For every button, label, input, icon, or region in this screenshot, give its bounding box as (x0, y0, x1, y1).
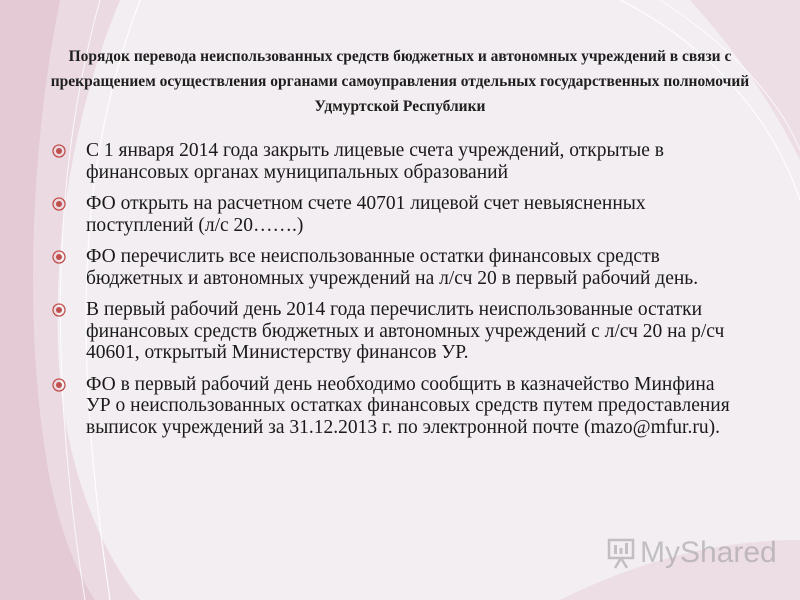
bullet-text: В первый рабочий день 2014 года перечислить неиспользованные остатки финансовых средств бюджетных и автономных учреждений с л/сч 20 на р/сч 40601, открытый Министерству финансов УР. (86, 299, 725, 363)
bullet-list (50, 140, 740, 448)
target-bullet-icon (52, 378, 66, 392)
bullet-item (50, 246, 740, 289)
slide-title: Порядок перевода неиспользованных средств бюджетных и автономных учреждений в связи с прекращением осуществления органами самоуправления отдельных государственных полномочий Удмуртской Республики (50, 48, 750, 115)
bullet-item (50, 140, 740, 183)
bullet-text: ФО открыть на расчетном счете 40701 лицевой счет невыясненных поступлений (л/с 20…….) (86, 193, 646, 236)
bullet-text: С 1 января 2014 года закрыть лицевые счета учреждений, открытые в финансовых органах муниципальных образований (86, 140, 664, 183)
bullet-item (50, 299, 740, 364)
bullet-item (50, 374, 740, 439)
bullet-item (50, 193, 740, 236)
bullet-text: ФО в первый рабочий день необходимо сообщить в казначейство Минфина УР о неиспользованных остатках финансовых средств путем предоставления выписок учреждений за 31.12.2013 г. по электронной почте (mazo@mfur.ru). (86, 373, 730, 438)
target-bullet-icon (52, 250, 66, 264)
bullet-text: ФО перечислить все неиспользованные остатки финансовых средств бюджетных и автономных учреждений на л/сч 20 в первый рабочий день. (86, 246, 699, 289)
watermark-text: MyShared (640, 536, 777, 569)
presentation-board-icon (606, 537, 636, 569)
watermark-logo (606, 536, 777, 570)
target-bullet-icon (52, 197, 66, 211)
target-bullet-icon (52, 303, 66, 317)
target-bullet-icon (52, 144, 66, 158)
